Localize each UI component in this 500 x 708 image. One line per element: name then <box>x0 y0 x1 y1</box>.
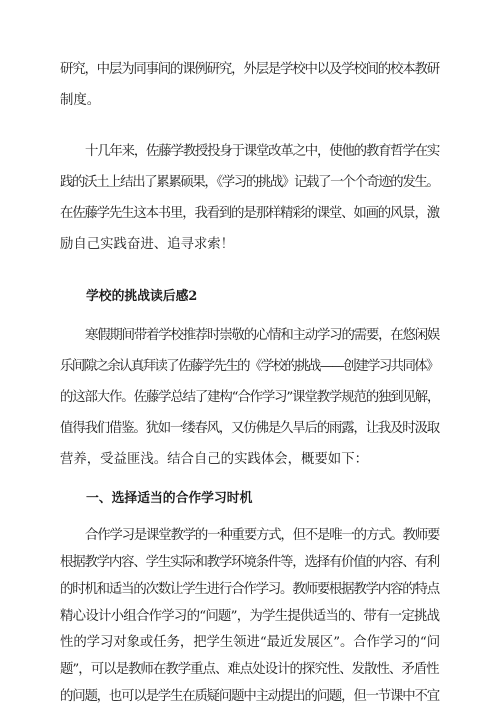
text-line: 根据教学内容、学生实际和教学环境条件等，选择有价值的内容、有利 <box>60 555 439 570</box>
text-line: 寒假期间带着学校推荐时崇敬的心情和主动学习的需要，在悠闲娱 <box>85 328 440 343</box>
text-line: 十几年来，佐藤学教授投身于课堂改革之中，使他的教育哲学在实 <box>85 144 440 159</box>
text-line: 合作学习是课堂教学的一种重要方式，但不是唯一的方式。教师要 <box>85 528 440 543</box>
text-line: 精心设计小组合作学习的“问题”，为学生提供适当的、带有一定挑战 <box>60 609 440 624</box>
section-title-text: 学校的挑战读后感2 <box>86 289 198 304</box>
text-line: 制度。 <box>60 93 101 108</box>
text-line: 研究，中层为同事间的课例研究，外层是学校中以及学校间的校本教研 <box>60 62 439 77</box>
text-line: 性的学习对象或任务，把学生领进“最近发展区”。合作学习的“问 <box>60 635 441 650</box>
text-line: 践的沃土上结出了累累硕果，《学习的挑战》记载了一个个奇迹的发生。 <box>60 175 439 190</box>
text-line: 乐间隙之余认真拜读了佐藤学先生的《学校的挑战——创建学习共同体》 <box>60 359 438 374</box>
text-line: 营养，受益匪浅。结合自己的实践体会，概要如下： <box>60 452 368 467</box>
text-line: 励自己实践奋进、追寻求索！ <box>60 237 235 252</box>
text-line: 题”，可以是教师在教学重点、难点处设计的探究性、发散性、矛盾性 <box>60 662 439 677</box>
text-line: 的这部大作。佐藤学总结了建构“合作学习”课堂教学规范的独到见解， <box>60 390 440 405</box>
text-line: 的问题，也可以是学生在质疑问题中主动提出的问题，但一节课中不宜 <box>60 689 439 704</box>
text-line: 的时机和适当的次数让学生进行合作学习。教师要根据教学内容的特点 <box>60 582 439 597</box>
text-line: 在佐藤学先生这本书里，我看到的是那样精彩的课堂、如画的风景，激 <box>60 206 439 221</box>
subheading-text: 一、选择适当的合作学习时机 <box>86 491 253 506</box>
text-line: 值得我们借鉴。犹如一缕春风，又仿佛是久旱后的雨露，让我及时汲取 <box>60 421 439 436</box>
